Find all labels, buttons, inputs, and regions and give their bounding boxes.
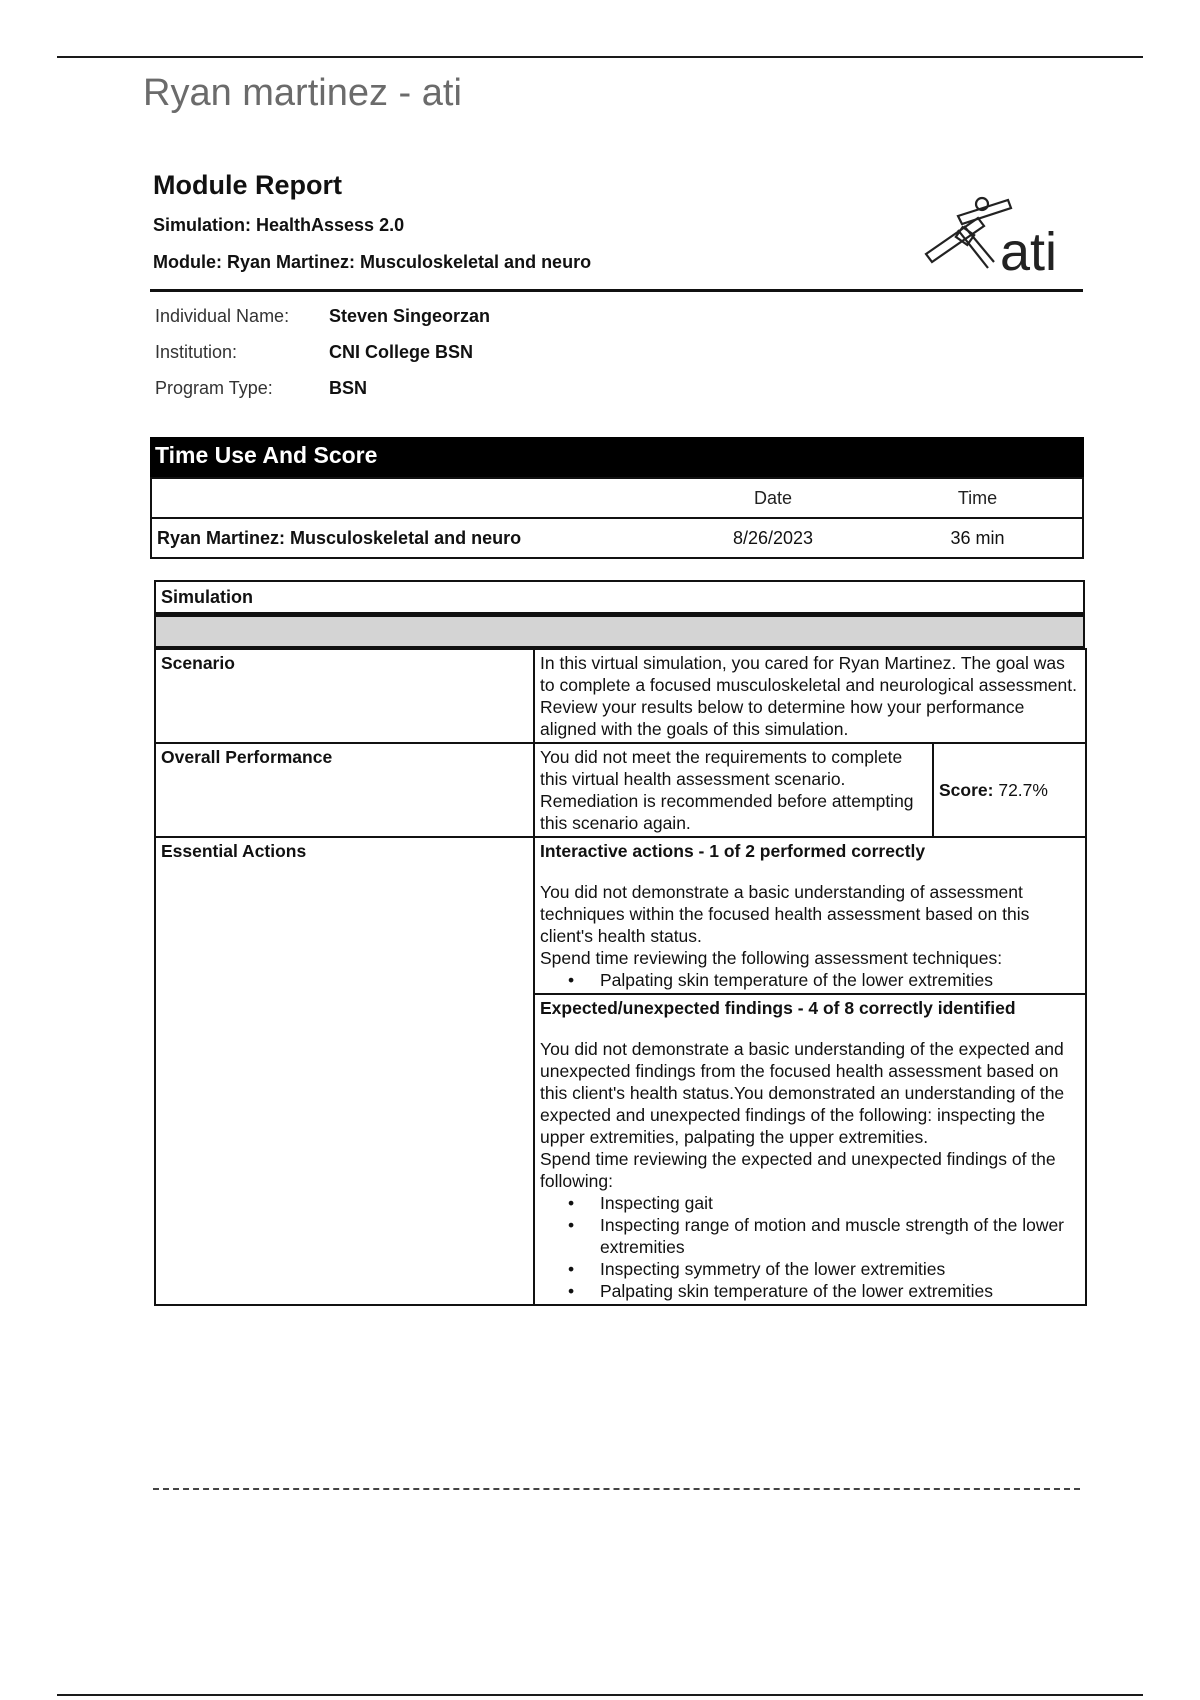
interactive-list bbox=[540, 969, 1080, 991]
name-label: Individual Name: bbox=[155, 305, 290, 326]
header-time: Time bbox=[873, 478, 1083, 518]
time-use-table bbox=[150, 477, 1084, 559]
list-item: • Palpating skin temperature of the lower extremities bbox=[568, 1280, 1080, 1302]
score-value: 72.7% bbox=[998, 780, 1048, 800]
interactive-text: You did not demonstrate a basic understanding of assessment techniques within the focused health assessment based on this client's health status. bbox=[540, 882, 1030, 946]
top-rule bbox=[57, 56, 1143, 58]
header-divider bbox=[150, 289, 1083, 292]
interactive-review: Spend time reviewing the following assessment techniques: bbox=[540, 948, 1003, 968]
findings-text: You did not demonstrate a basic understanding of the expected and unexpected findings from the focused health assessment based on this client's health status.You demonstrated an understanding of the expected and unexpected findings of the following: inspecting the upper extremities, palpating the upper extremities. bbox=[540, 1039, 1065, 1147]
header-module-cell bbox=[151, 478, 673, 518]
ati-logo bbox=[918, 196, 1070, 286]
ati-logo-text: ati bbox=[1000, 222, 1058, 282]
findings-heading: Expected/unexpected findings - 4 of 8 correctly identified bbox=[540, 998, 1016, 1018]
individual-info bbox=[155, 298, 490, 406]
list-item: • Inspecting range of motion and muscle strength of the lower extremities bbox=[568, 1214, 1080, 1258]
overall-row bbox=[155, 743, 1086, 837]
document-title: Ryan martinez - ati bbox=[143, 72, 462, 114]
scenario-row bbox=[155, 649, 1086, 743]
overall-text: You did not meet the requirements to complete this virtual health assessment scenario. Remediation is recommended before attempting this scenario again. bbox=[534, 743, 933, 837]
header-date: Date bbox=[673, 478, 873, 518]
simulation-table bbox=[154, 648, 1087, 1306]
info-row-institution bbox=[155, 334, 490, 370]
simulation-gray-bar bbox=[154, 614, 1085, 648]
scenario-text: In this virtual simulation, you cared for Ryan Martinez. The goal was to complete a focused musculoskeletal and neurological assessment. Review your results below to determine how your performance aligned with the goals of this simulation. bbox=[534, 649, 1086, 743]
table-row bbox=[151, 518, 1083, 558]
report-simulation: Simulation: HealthAssess 2.0 bbox=[153, 215, 405, 235]
scenario-label: Scenario bbox=[155, 649, 534, 743]
findings-list bbox=[540, 1192, 1080, 1302]
program-label: Program Type: bbox=[155, 377, 273, 398]
institution-label: Institution: bbox=[155, 341, 238, 362]
page-break-dashes bbox=[153, 1488, 1080, 1490]
essential-row-interactive bbox=[155, 837, 1086, 994]
score-cell bbox=[933, 743, 1086, 837]
program-value: BSN bbox=[329, 377, 368, 398]
score-label: Score: bbox=[939, 780, 994, 800]
report-title: Module Report bbox=[153, 170, 342, 200]
time-use-section bbox=[150, 437, 1084, 559]
essential-label: Essential Actions bbox=[155, 837, 534, 1305]
interactive-cell bbox=[534, 837, 1086, 994]
simulation-title: Simulation bbox=[154, 580, 1085, 614]
list-item: • Inspecting gait bbox=[568, 1192, 1080, 1214]
row-time: 36 min bbox=[873, 518, 1083, 558]
bottom-rule bbox=[57, 1694, 1143, 1696]
report-module: Module: Ryan Martinez: Musculoskeletal and neuro bbox=[153, 252, 592, 272]
findings-cell bbox=[534, 994, 1086, 1305]
overall-label: Overall Performance bbox=[155, 743, 534, 837]
info-row-name bbox=[155, 298, 490, 334]
simulation-section bbox=[154, 580, 1085, 1306]
table-header-row bbox=[151, 478, 1083, 518]
findings-review: Spend time reviewing the expected and unexpected findings of the following: bbox=[540, 1149, 1056, 1191]
row-date: 8/26/2023 bbox=[673, 518, 873, 558]
list-item: • Inspecting symmetry of the lower extremities bbox=[568, 1258, 1080, 1280]
list-item: • Palpating skin temperature of the lower extremities bbox=[568, 969, 1080, 991]
interactive-heading: Interactive actions - 1 of 2 performed correctly bbox=[540, 841, 926, 861]
row-module: Ryan Martinez: Musculoskeletal and neuro bbox=[151, 518, 673, 558]
info-row-program bbox=[155, 370, 490, 406]
institution-value: CNI College BSN bbox=[329, 341, 474, 362]
name-value: Steven Singeorzan bbox=[329, 305, 491, 326]
time-use-header: Time Use And Score bbox=[150, 437, 1084, 477]
